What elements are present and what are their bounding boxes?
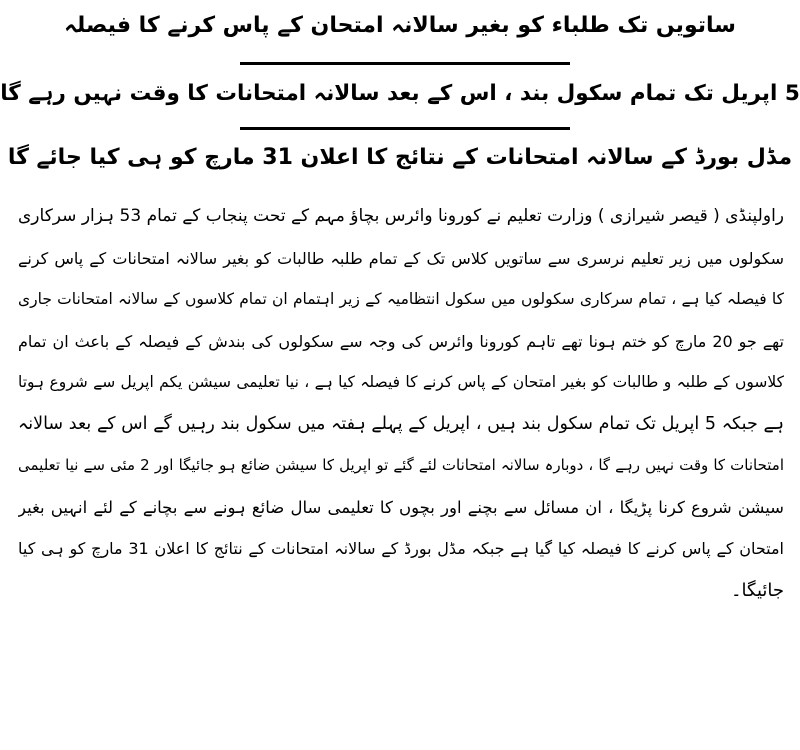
- body-line: امتحانات کا وقت نہیں رہے گا ، دوبارہ سالانہ امتحانات لئے گئے تو اپریل کا سیشن ضائع ہو جائیگا اور 2 مئی سے نیا تعلیمی: [18, 456, 784, 474]
- body-line: کا فیصلہ کیا ہے ، تمام سرکاری سکولوں میں سکول انتظامیہ کے زیر اہتمام ان تمام کلاسوں کے سالانہ امتحانات جاری: [18, 290, 784, 308]
- headline-main: ساتویں تک طلباء کو بغیر سالانہ امتحان کے پاس کرنے کا فیصلہ: [64, 13, 736, 38]
- body-line: امتحان کے پاس کرنے کا فیصلہ کیا گیا ہے جبکہ مڈل بورڈ کے سالانہ امتحانات کے نتائج کا اعلان 31 مارچ کو ہی کیا: [18, 539, 784, 558]
- body-line: تھے جو 20 مارچ کو ختم ہونا تھے تاہم کورونا وائرس کی وجہ سے سکولوں کی بندش کے فیصلہ کے باعث ان تمام: [18, 331, 784, 351]
- headline-divider: [240, 127, 570, 130]
- body-line: سکولوں میں زیر تعلیم نرسری سے ساتویں کلاس تک کے تمام طلبہ طالبات کو بغیر سالانہ امتحانات کے پاس کرنے: [18, 248, 784, 268]
- body-line: کلاسوں کے طلبہ و طالبات کو بغیر امتحان کے پاس کرنے کا فیصلہ کیا ہے ، نیا تعلیمی سیشن یکم اپریل سے شروع ہوتا: [18, 373, 784, 391]
- body-line: سیشن شروع کرنا پڑیگا ، ان مسائل سے بچنے اور بچوں کا تعلیمی سال ضائع ہونے سے بچانے کے لئے انہیں بغیر: [18, 497, 784, 517]
- body-line: جائیگا۔: [730, 579, 784, 601]
- article-body: [18, 196, 784, 611]
- headline-divider: [240, 62, 570, 65]
- body-line: ہے جبکہ 5 اپریل تک تمام سکول بند ہیں ، اپریل کے پہلے ہفتہ میں سکول بند رہیں گے اس کے بعد سالانہ: [18, 413, 784, 434]
- headline-tertiary: مڈل بورڈ کے سالانہ امتحانات کے نتائج کا اعلان 31 مارچ کو ہی کیا جائے گا: [7, 145, 793, 170]
- body-line: راولپنڈی ( قیصر شیرازی ) وزارت تعلیم نے کورونا وائرس بچاؤ مہم کے تحت پنجاب کے تمام 53 ہزار سرکاری: [18, 206, 784, 226]
- headline-secondary: 5 اپریل تک تمام سکول بند ، اس کے بعد سالانہ امتحانات کا وقت نہیں رہے گا: [0, 81, 800, 106]
